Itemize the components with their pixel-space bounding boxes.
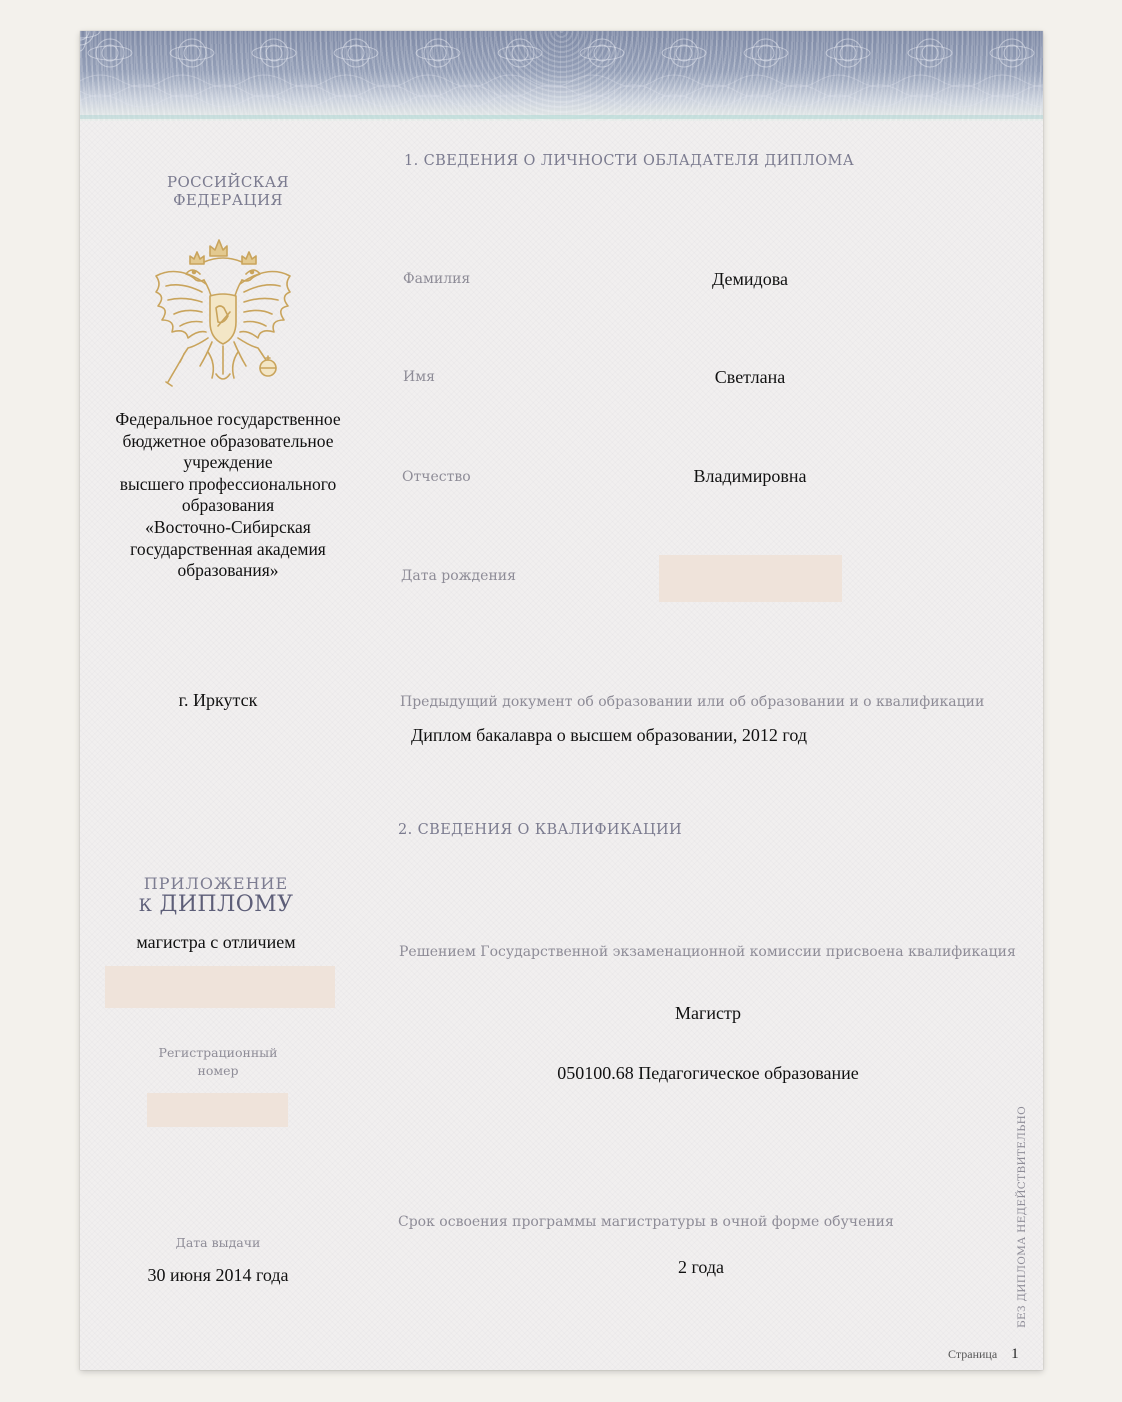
name-value: Светлана — [714, 367, 786, 387]
diploma-type: магистра с отличием — [136, 932, 296, 952]
city: г. Иркутск — [178, 690, 258, 710]
diploma-appendix-sheet — [80, 31, 1043, 1370]
section-2-heading: 2. СВЕДЕНИЯ О КВАЛИФИКАЦИИ — [398, 822, 683, 838]
qualification-decision-label: Решением Государственной экзаменационной комиссии присвоена квалификация — [399, 944, 1016, 960]
specialty-value: 050100.68 Педагогическое образование — [557, 1063, 859, 1083]
band-edge-line — [80, 115, 1043, 119]
institution-line: бюджетное образовательное — [122, 430, 334, 451]
registration-label-line-2: номер — [197, 1063, 239, 1078]
birthdate-label: Дата рождения — [401, 568, 516, 584]
issue-date-label: Дата выдачи — [175, 1235, 261, 1250]
redacted-diploma-number — [105, 966, 335, 1008]
appendix-line-2: ДИПЛОМУ — [159, 892, 294, 917]
appendix-prefix: К — [138, 896, 153, 916]
duration-label: Срок освоения программы магистратуры в очной форме обучения — [398, 1214, 894, 1230]
redacted-birthdate — [659, 555, 842, 602]
guilloche-pattern — [80, 31, 1043, 121]
issue-date: 30 июня 2014 года — [147, 1265, 289, 1285]
page-label: Страница — [948, 1347, 998, 1361]
section-1-heading: 1. СВЕДЕНИЯ О ЛИЧНОСТИ ОБЛАДАТЕЛЯ ДИПЛОМА — [404, 153, 855, 169]
country-line-2: ФЕДЕРАЦИЯ — [173, 191, 283, 209]
previous-document-label: Предыдущий документ об образовании или об образовании и о квалификации — [400, 694, 985, 710]
appendix-title — [116, 874, 316, 918]
duration-value: 2 года — [677, 1257, 725, 1277]
redacted-registration-number — [147, 1093, 288, 1127]
page-footer — [948, 1345, 1019, 1363]
country-line-1: РОССИЙСКАЯ — [166, 173, 290, 191]
patronymic-label: Отчество — [402, 469, 471, 485]
institution-line: учреждение — [183, 452, 273, 473]
institution-line: образования» — [177, 560, 279, 581]
registration-label — [118, 1044, 318, 1080]
country-title — [128, 173, 328, 209]
patronymic-value: Владимировна — [693, 466, 807, 486]
surname-value: Демидова — [712, 269, 788, 289]
page-number: 1 — [1011, 1346, 1019, 1362]
institution-line: высшего профессионального — [119, 473, 337, 494]
institution-line: государственная академия — [130, 538, 326, 559]
appendix-line-2-wrap — [116, 893, 316, 918]
validity-side-note: БЕЗ ДИПЛОМА НЕДЕЙСТВИТЕЛЬНО — [1016, 1106, 1028, 1328]
qualification-value: Магистр — [674, 1003, 742, 1023]
institution-line: «Восточно-Сибирская — [145, 516, 311, 537]
registration-label-line-1: Регистрационный — [158, 1045, 278, 1060]
previous-document-value: Диплом бакалавра о высшем образовании, 2012 год — [411, 725, 807, 745]
name-label: Имя — [403, 369, 435, 385]
appendix-line-1: ПРИЛОЖЕНИЕ — [143, 874, 289, 893]
institution-name — [98, 409, 358, 582]
institution-line: Федеральное государственное — [115, 409, 341, 429]
institution-line: образования — [181, 495, 275, 516]
coat-of-arms-icon — [148, 234, 298, 396]
surname-label: Фамилия — [403, 271, 471, 287]
